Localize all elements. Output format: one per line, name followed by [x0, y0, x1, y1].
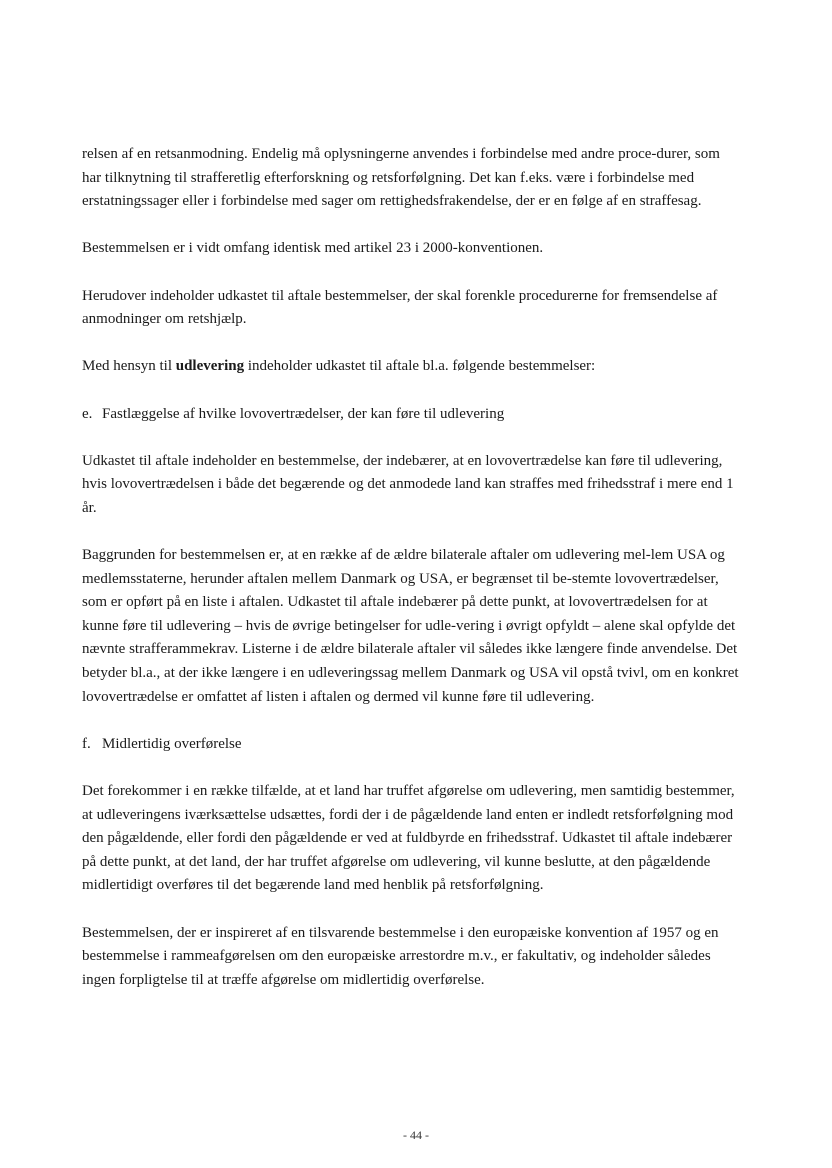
page-number: - 44 -	[403, 1128, 429, 1142]
document-body	[82, 143, 742, 992]
paragraph-continuation: relsen af en retsanmodning. Endelig må oplysningerne anvendes i forbindelse med andre proce-durer, som har tilknytning til strafferetlig efterforskning og retsforfølgning. Det kan f.eks. være i forbindelse med erstatningssager eller i forbindelse med sager om rettighedsfrakendelse, der er en følge af en straffesag.	[82, 146, 720, 210]
extradition-bold-term: udlevering	[175, 358, 245, 375]
section-title-e: Fastlæggelse af hvilke lovovertrædelser, der kan føre til udlevering	[102, 405, 505, 422]
section-heading-f	[82, 733, 742, 757]
section-marker-e: e.	[82, 405, 93, 422]
paragraph-background: Baggrunden for bestemmelsen er, at en række af de ældre bilaterale aftaler om udlevering mel-lem USA og medlemsstaterne, herunder aftalen mellem Danmark og USA, er begrænset til be-stemte lovovertrædelser, som er opført på en liste i aftalen. Udkastet til aftale indebærer på dette punkt, at lovovertrædelsen for at kunne føre til udlevering – hvis de øvrige betingelser for udle-vering i øvrigt opfyldt – alene skal opfylde det nævnte strafferammekrav. Listerne i de ældre bilaterale aftaler vil således ikke længere finde anvendelse. Det betyder bl.a., at der ikke længere i en udleveringssag mellem Danmark og USA vil opstå tvivl, om en konkret lovovertrædelse er omfattet af listen i aftalen og dermed vil kunne føre til udlevering.	[82, 547, 739, 705]
section-title-f: Midlertidig overførelse	[102, 735, 242, 752]
paragraph-offence-threshold: Udkastet til aftale indeholder en bestemmelse, der indebærer, at en lovovertrædelse kan føre til udlevering, hvis lovovertrædelsen i både det begærende og det anmodede land kan straffes med frihedsstraf i mere end 1 år.	[82, 452, 734, 516]
paragraph-optional-provision: Bestemmelsen, der er inspireret af en tilsvarende bestemmelse i den europæiske konvention af 1957 og en bestemmelse i rammeafgørelsen om den europæiske arrestordre m.v., er fakultativ, og indeholder således ingen forpligtelse til at træffe afgørelse om midlertidig overførelse.	[82, 924, 719, 988]
section-marker-f: f.	[82, 735, 91, 752]
paragraph-extradition-intro	[82, 355, 742, 379]
extradition-intro-before: Med hensyn til	[82, 358, 176, 375]
paragraph-simplify-procedures: Herudover indeholder udkastet til aftale bestemmelser, der skal forenkle procedurerne for fremsendelse af anmodninger om retshjælp.	[82, 287, 718, 328]
paragraph-temporary-transfer: Det forekommer i en række tilfælde, at et land har truffet afgørelse om udlevering, men samtidig bestemmer, at udleveringens iværksættelse udsættes, fordi der i de pågældende land enten er indledt retsforfølgning mod den pågældende, eller fordi den pågældende er ved at fuldbyrde en frihedsstraf. Udkastet til aftale indebærer på dette punkt, at det land, der har truffet afgørelse om udlevering, vil kunne beslutte, at den pågældende midlertidigt overføres til det begærende land med henblik på retsforfølgning.	[82, 783, 735, 894]
extradition-intro-after: indeholder udkastet til aftale bl.a. følgende bestemmelser:	[244, 358, 596, 375]
paragraph-identical-provision: Bestemmelsen er i vidt omfang identisk med artikel 23 i 2000-konventionen.	[82, 240, 544, 257]
section-heading-e	[82, 403, 742, 427]
